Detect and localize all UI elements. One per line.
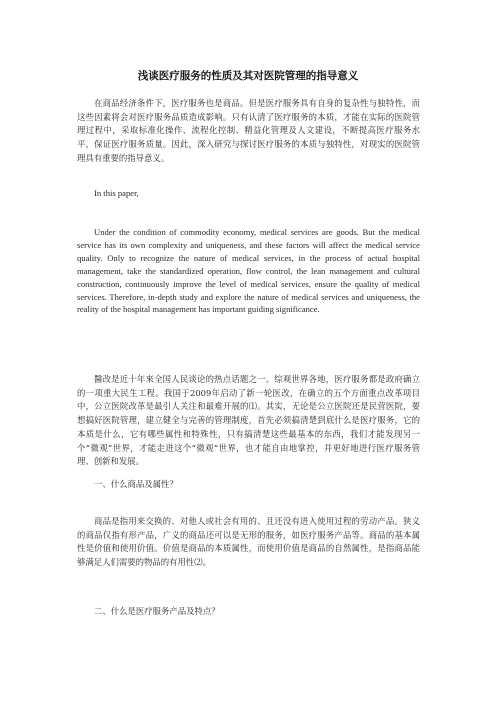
section-1-body: 商品是指用来交换的、对他人或社会有用的、且还没有进入使用过程的劳动产品。狭义的商品仅指有形产品，广义的商品还可以是无形的服务，如医疗服务产品等。商品的基本属性是价值和使用价值。价值是商品的本质属性，而使用价值是商品的自然属性，是指商品能够满足人们需要的物品的有用性⑵。 — [77, 516, 420, 568]
abstract-english: Under the condition of commodity economy, medical services are goods. But the medical service has its own complexity and uniqueness, and these factors will affect the medical service quality. Only to recognize the nature of medical services, in the process of actual hospital management, take the standardized operation, flow control, the lean management and cultural construction, continuously improve the level of medical services, ensure the quality of medical services. Therefore, in-depth study and explore the nature of medical services and uniqueness, the reality of the hospital management has important guiding significance. — [77, 227, 420, 315]
section-2-heading: 二、什么是医疗服务产品及特点？ — [94, 606, 220, 616]
abstract-chinese: 在商品经济条件下，医疗服务也是商品。但是医疗服务具有自身的复杂性与独特性，而这些因素将会对医疗服务品质造成影响。只有认清了医疗服务的本质，才能在实际的医院管理过程中，采取标准化操作、流程化控制、精益化管理及人文建设，不断提高医疗服务水平，保证医疗服务质量。因此，深入研究与探讨医疗服务的本质与独特性，对现实的医院管理具有重要的指导意义。 — [77, 98, 420, 163]
body-intro-paragraph: 醫改是近十年來全国人民谈论的热点话题之一。综观世界各地，医疗服务都是政府确立的一项重大民生工程。我国于2009年启动了新一轮医改，在确立的五个方面重点改革项目中，公立医院改革是最引人关注和最难开展的⑴。其实，无论是公立医院还是民营医院，要想搞好医院管理，建立健全与完善的管理制度，首先必须搞清楚到底什么是医疗服务，它的本质是什么，它有哪些属性和特殊性，只有搞清楚这些最基本的东西，我们才能发现另一个“微观”世界，才能走进这个“微观”世界，也才能自由地掌控，并更好地进行医疗服务管理、创新和发展。 — [77, 374, 420, 467]
document-title: 浅谈医疗服务的性质及其对医院管理的指导意义 — [137, 70, 359, 82]
section-1-heading: 一、什么商品及属性？ — [94, 479, 178, 489]
english-intro-line: In this paper, — [94, 188, 139, 198]
